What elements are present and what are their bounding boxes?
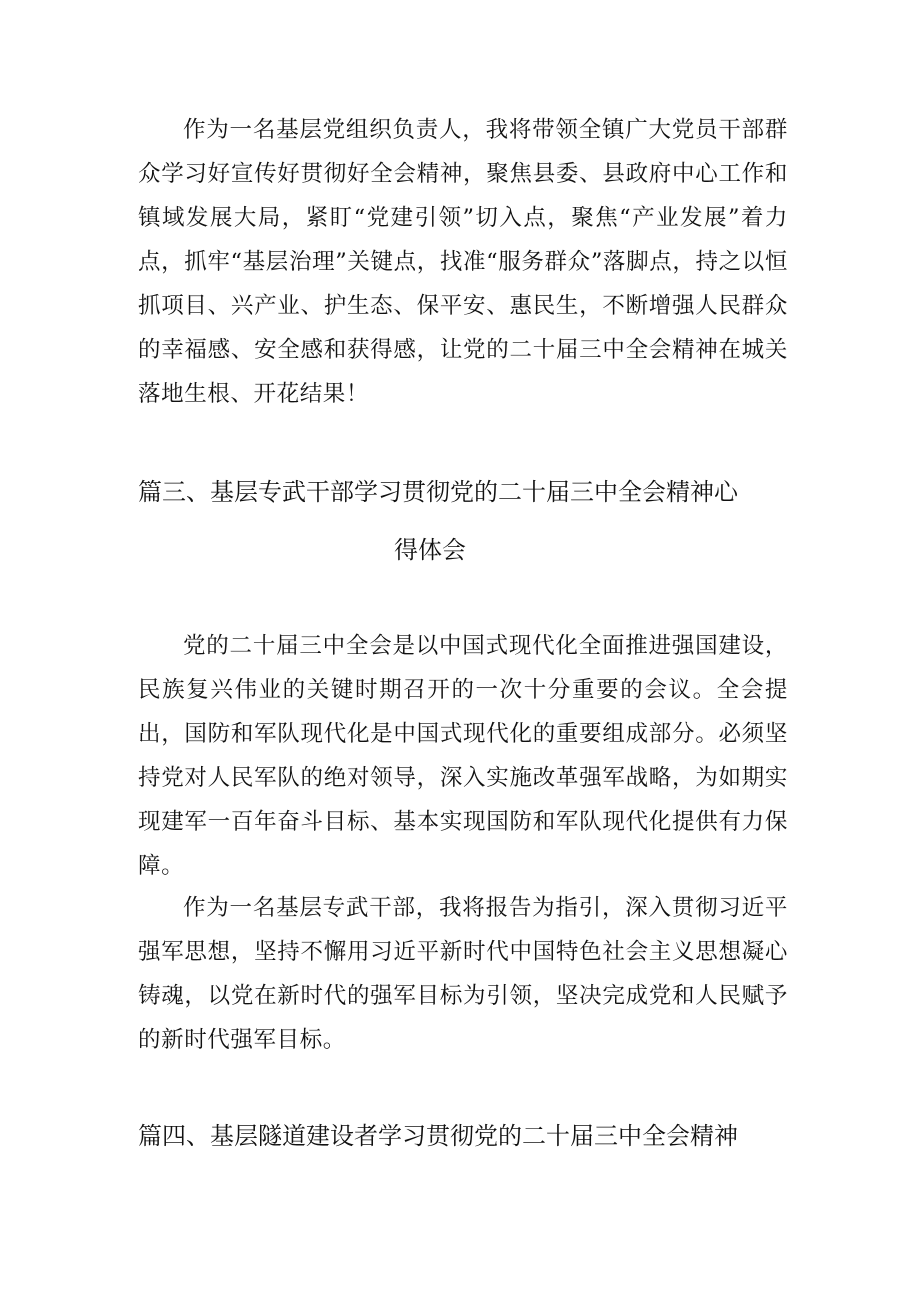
intro-paragraph: 作为一名基层党组织负责人，我将带领全镇广大党员干部群众学习好宣传好贯彻好全会精神，聚焦县委、县政府中心工作和镇域发展大局，紧盯“党建引领”切入点，聚焦“产业发展”着力点，抓牢“基层治理”关键点，找准“服务群众”落脚点，持之以恒抓项目、兴产业、护生态、保平安、惠民生，不断增强人民群众的幸福感、安全感和获得感，让党的二十届三中全会精神在城关落地生根、开花结果！	[138, 117, 788, 407]
section-4-title: 篇四、基层隧道建设者学习贯彻党的二十届三中全会精神	[138, 1122, 738, 1150]
section-3-title	[138, 463, 788, 579]
section-3-paragraph-1: 党的二十届三中全会是以中国式现代化全面推进强国建设，民族复兴伟业的关键时期召开的一次十分重要的会议。全会提出，国防和军队现代化是中国式现代化的重要组成部分。必须坚持党对人民军队的绝对领导，深入实施改革强军战略，为如期实现建军一百年奋斗目标、基本实现国防和军队现代化提供有力保障。	[138, 633, 788, 879]
section-3-title-line-2: 得体会	[394, 536, 466, 564]
section-3-title-line-1: 篇三、基层专武干部学习贯彻党的二十届三中全会精神心	[138, 478, 738, 506]
section-3-paragraph-2: 作为一名基层专武干部，我将报告为指引，深入贯彻习近平强军思想，坚持不懈用习近平新时代中国特色社会主义思想凝心铸魂，以党在新时代的强军目标为引领，坚决完成党和人民赋予的新时代强军目标。	[138, 895, 788, 1053]
